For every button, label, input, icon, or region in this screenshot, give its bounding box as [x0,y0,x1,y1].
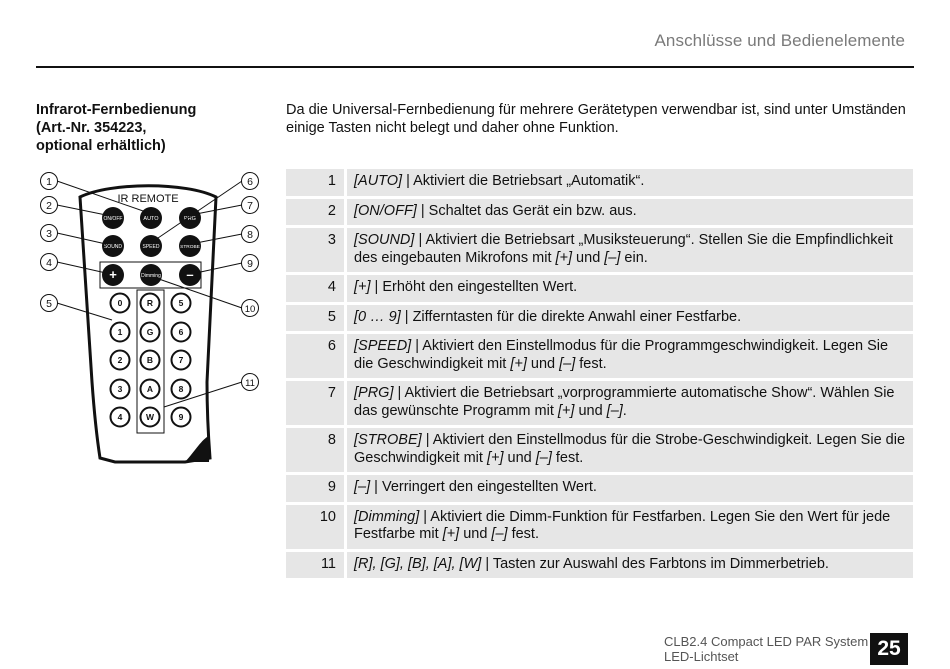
key-text: ein. [620,249,648,266]
key-row [286,381,913,425]
key-number: 4 [286,275,347,302]
key-text: fest. [507,526,539,542]
dimming-button: Dimming [141,273,161,279]
prg-button: PRG [184,216,196,222]
key-row [286,475,913,502]
key-text: und [526,355,560,372]
auto-button: AUTO [143,216,159,222]
key-number: 3 [286,228,347,272]
key-text: | Verringert den eingestellten Wert. [370,479,597,495]
key-name: [0 … 9] [354,308,401,325]
footer-product [664,634,868,664]
key-name: [–] [604,249,621,266]
color-r-button: R [146,298,154,308]
key-text: fest. [575,355,607,372]
remote-label: IR REMOTE [117,193,179,205]
callout-7: 7 [247,200,253,212]
key-name: [R], [G], [B], [A], [W] [354,555,482,572]
key-text: und [459,526,492,542]
key-name: [STROBE] [354,432,422,448]
key-description [347,275,913,302]
digit-7-button: 7 [178,355,184,365]
sidebar-title-line-2: (Art.-Nr. 354223, [36,120,147,136]
key-name: [–] [535,449,552,466]
key-number: 8 [286,428,347,472]
key-text: fest. [551,449,584,466]
key-description [347,228,913,272]
key-row [286,228,913,272]
callout-8: 8 [247,229,253,241]
callout-3: 3 [46,228,52,240]
key-name: [–] [354,479,371,495]
digit-3-button: 3 [117,384,123,394]
key-description [347,305,913,332]
key-text: | Zifferntasten für die direkte Anwahl einer Festfarbe. [400,308,742,325]
sidebar-title-line-1: Infrarot-Fernbedienung [36,102,197,118]
section-header-title: Anschlüsse und Bedienelemente [654,31,905,50]
color-w-button: W [145,412,155,422]
callout-10: 10 [244,304,256,315]
key-number: 7 [286,381,347,425]
key-number: 6 [286,334,347,378]
key-name: [–] [559,355,576,372]
key-description [347,552,913,579]
color-a-button: A [146,384,154,394]
key-name: [SPEED] [354,338,412,354]
key-text: | Aktiviert die Betriebsart „Musiksteuerung“. Stellen Sie die Empfindlichkeit des eingebauten Mikrofons mit [354,232,893,266]
key-description [347,428,913,472]
callout-9: 9 [247,258,253,270]
minus-button: – [186,267,194,282]
key-number: 9 [286,475,347,502]
footer-line-1: CLB2.4 Compact LED PAR System [664,634,869,649]
key-name: [–] [606,402,623,419]
callout-6: 6 [247,176,253,188]
key-name: [SOUND] [354,232,415,248]
key-number: 5 [286,305,347,332]
key-row [286,334,913,378]
callout-1: 1 [46,176,52,188]
key-name: [ON/OFF] [354,202,417,219]
plus-button: + [109,267,117,282]
page-number: 25 [870,633,908,665]
key-text: | Schaltet das Gerät ein bzw. aus. [416,202,637,219]
key-name: [+] [486,449,504,466]
key-row [286,305,913,332]
sidebar-title-line-3: optional erhältlich) [36,138,166,154]
sound-button: SOUND [103,244,123,250]
intro-paragraph: Da die Universal-Fernbedienung für mehrere Gerätetypen verwendbar ist, sind unter Umständen einige Tasten nicht belegt und daher ohne Funktion. [286,102,906,136]
key-description [347,169,913,196]
key-name: [PRG] [354,385,394,401]
header-rule [36,66,914,68]
digit-4-button: 4 [117,412,123,422]
key-text: | Aktiviert den Einstellmodus für die Strobe-Geschwindigkeit. Legen Sie die Geschwindigkeit mit [354,432,906,466]
digit-2-button: 2 [117,355,123,365]
strobe-button: STROBE [180,245,200,250]
digit-1-button: 1 [117,327,123,337]
speed-button: SPEED [142,244,160,250]
key-description [347,505,913,549]
key-text: | Aktiviert die Dimm-Funktion für Festfarben. Legen Sie den Wert für jede Festfarbe mit [354,508,891,542]
key-description [347,381,913,425]
key-row [286,428,913,472]
callout-4: 4 [46,257,52,269]
key-name: [+] [557,402,575,419]
key-name: [+] [555,249,573,266]
callout-2: 2 [46,200,52,212]
key-text: und [503,449,536,466]
callout-11: 11 [245,378,255,389]
key-name: [+] [442,526,460,542]
sidebar-title [36,101,266,155]
digit-9-button: 9 [178,412,184,422]
callout-5: 5 [46,298,52,310]
key-row [286,275,913,302]
key-name: [Dimming] [354,508,420,525]
color-b-button: B [146,355,154,365]
key-number: 10 [286,505,347,549]
key-text: und [574,402,607,419]
key-name: [+] [354,279,371,295]
key-name: [–] [491,526,508,542]
key-number: 11 [286,552,347,579]
key-number: 2 [286,199,347,226]
digit-5-button: 5 [178,298,184,308]
key-row [286,199,913,226]
digit-6-button: 6 [178,327,184,337]
key-text: . [622,402,627,419]
key-text: | Tasten zur Auswahl des Farbtons im Dimmerbetrieb. [481,555,829,572]
key-row [286,552,913,579]
key-function-table [286,166,913,581]
footer-line-2: LED-Lichtset [664,649,739,664]
key-text: | Aktiviert die Betriebsart „Automatik“. [402,173,645,189]
key-text: | Aktiviert den Einstellmodus für die Programmgeschwindigkeit. Legen Sie die Geschwindigkeit mit [354,338,889,372]
digit-8-button: 8 [178,384,184,394]
digit-0-button: 0 [117,298,123,308]
ir-remote-illustration [36,170,266,470]
key-text: | Aktiviert die Betriebsart „vorprogrammierte automatische Show“. Wählen Sie das gewünschte Programm mit [354,385,895,419]
key-description [347,199,913,226]
key-row [286,505,913,549]
key-description [347,475,913,502]
key-row [286,169,913,196]
key-name: [AUTO] [354,173,403,189]
key-number: 1 [286,169,347,196]
color-g-button: G [146,327,154,337]
key-name: [+] [510,355,527,372]
on-off-button: ON/OFF [103,216,123,222]
key-text: | Erhöht den eingestellten Wert. [370,279,578,295]
key-text: und [572,249,605,266]
key-description [347,334,913,378]
